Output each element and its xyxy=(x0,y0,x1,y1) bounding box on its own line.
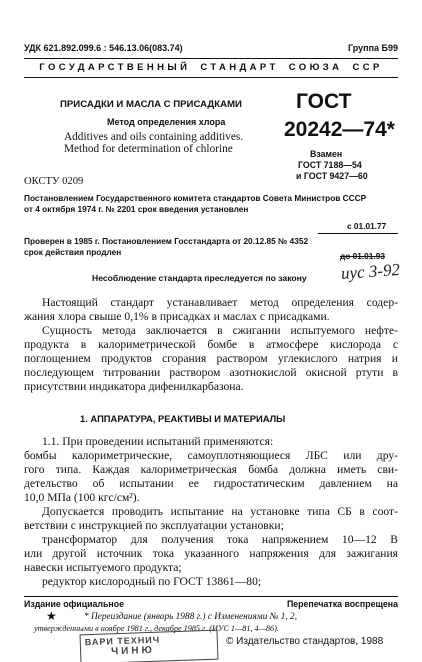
section-line: 1.1. При проведении испытаний применяются: xyxy=(42,435,274,448)
library-stamp xyxy=(80,630,219,662)
intro-line: присутствии индикатора дифенилкарбазона. xyxy=(24,380,244,393)
header-rule-top xyxy=(24,58,398,59)
replaces-gost-1: ГОСТ 7188—54 xyxy=(298,160,362,170)
checked-line-2: срок действия продлен xyxy=(24,247,122,257)
replaces-gost-2: и ГОСТ 9427—60 xyxy=(296,171,368,181)
intro-line: Настоящий стандарт устанавливает метод определения содер- xyxy=(42,296,398,309)
section-line: трансформатор для получения тока напряжением 10—12 В xyxy=(42,533,398,546)
intro-line: Сущность метода заключается в сжигании испытуемого нефте- xyxy=(42,324,398,337)
approval-line-2: от 4 октября 1974 г. № 2201 срок введения установлен xyxy=(24,204,249,214)
standard-banner: ГОСУДАРСТВЕННЫЙ СТАНДАРТ СОЮЗА ССР xyxy=(39,62,383,73)
date-underline xyxy=(318,233,398,234)
title-en-line2: Method for determination of chlorine xyxy=(64,143,233,155)
section-title: 1. АППАРАТУРА, РЕАКТИВЫ И МАТЕРИАЛЫ xyxy=(80,413,286,424)
footer-rule xyxy=(24,596,398,597)
intro-line: жания хлора свыше 0,1% в присадках и маслах с присадками. xyxy=(24,310,330,323)
title-ru-main: ПРИСАДКИ И МАСЛА С ПРИСАДКАМИ xyxy=(60,99,242,110)
udk-code: УДК 621.892.099.6 : 546.13.06(083.74) xyxy=(24,43,183,53)
section-line: Допускается проводить испытание на установке типа СБ в соот- xyxy=(42,505,398,518)
title-ru-sub: Метод определения хлора xyxy=(107,117,226,127)
header-rule-bottom xyxy=(24,77,398,78)
intro-line: продукта в калориметрической бомбе в атмосфере кислорода с xyxy=(24,338,398,351)
checked-line-1: Проверен в 1985 г. Постановлением Госстандарта от 20.12.85 № 4352 xyxy=(24,236,309,246)
footnote-line-2: утвержденными в ноябре 1981 г., декабре 1985 г. (ИУС 1—81, 4—86). xyxy=(34,624,279,633)
reprint-prohibited-label: Перепечатка воспрещена xyxy=(286,599,398,609)
gost-number: 20242—74* xyxy=(284,118,395,141)
section-line: редуктор кислородный по ГОСТ 13861—80; xyxy=(42,575,262,588)
intro-line: поглощением продуктов сгорания раствором углекислого натрия и xyxy=(24,352,398,365)
law-warning: Несоблюдение стандарта преследуется по закону xyxy=(92,273,307,283)
extended-until-date: до 01.01.93 xyxy=(340,251,385,261)
section-line: ветствии с инструкцией по эксплуатации установки; xyxy=(24,519,284,532)
section-line: навески испытуемого продукта; xyxy=(24,561,182,574)
official-edition-label: Издание официальное xyxy=(24,599,124,609)
publisher-copyright: © Издательство стандартов, 1988 xyxy=(226,636,384,647)
section-line: гого типа. Каждая калориметрическая бомба должна иметь сви- xyxy=(24,463,398,476)
approval-line-1: Постановлением Государственного комитета стандартов Совета Министров СССР xyxy=(24,193,367,203)
handwritten-note: иус 3-92 xyxy=(340,259,401,284)
stamp-text-2: ЧИНЮ xyxy=(110,644,156,658)
star-mark: ★ xyxy=(46,609,57,623)
okstu-code: ОКСТУ 0209 xyxy=(24,176,84,187)
group-code: Группа Б99 xyxy=(347,43,398,53)
introduction-date: с 01.01.77 xyxy=(347,221,387,231)
stamp-text-1: ВАРИ ТЕХНИЧ xyxy=(84,634,161,648)
replaces-label: Взамен xyxy=(310,149,343,159)
section-line: 10,0 МПа (100 кгс/см²). xyxy=(24,491,140,504)
section-line: или другой источник тока указанного напряжения для зажигания xyxy=(24,547,398,560)
gost-label: ГОСТ xyxy=(296,90,352,113)
section-line: детельство об испытании ее гидростатическим давлением на xyxy=(24,477,398,490)
section-line: бомбы калориметрические, самоуплотняющиеся ЛБС или дру- xyxy=(24,449,398,462)
title-en-line1: Additives and oils containing additives. xyxy=(64,131,244,143)
intro-line: последующем титровании раствором азотнокислой окисной ртути в xyxy=(24,366,398,379)
footnote-line-1: * Переиздание (январь 1988 г.) с Изменениями № 1, 2, xyxy=(84,612,298,622)
